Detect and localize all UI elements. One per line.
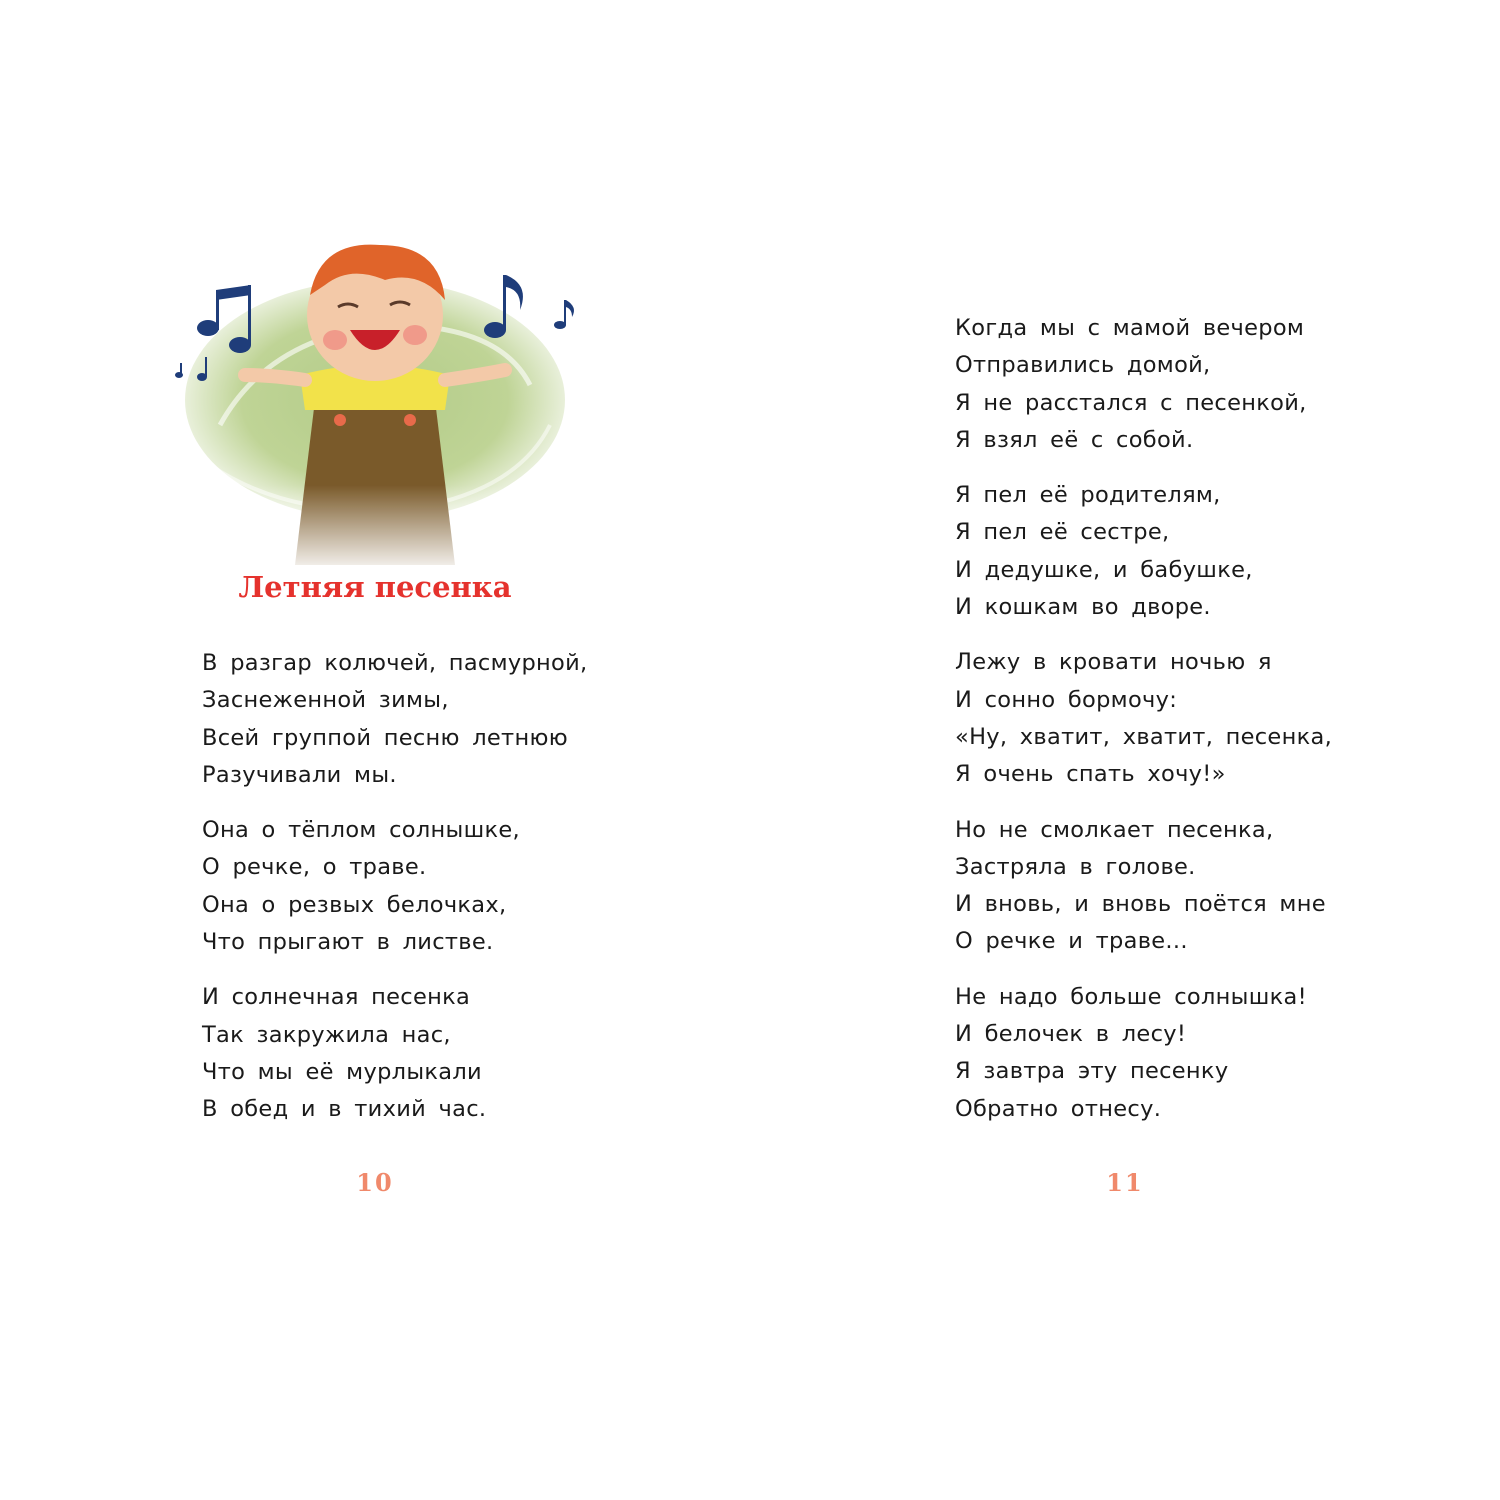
poem-line: О речке, о траве. xyxy=(202,854,427,881)
poem-line: Лежу в кровати ночью я xyxy=(955,649,1272,676)
poem-line: Я пел её родителям, xyxy=(955,482,1221,509)
poem-line: Она о резвых белочках, xyxy=(202,891,507,918)
poem-line: И сонно бормочу: xyxy=(955,686,1178,713)
poem-right-column xyxy=(955,310,1332,1146)
poem-line: Я взял её с собой. xyxy=(955,426,1194,453)
stanza xyxy=(955,310,1332,459)
poem-line: Отправились домой, xyxy=(955,352,1211,379)
poem-line: Я не расстался с песенкой, xyxy=(955,389,1307,416)
poem-line: Я пел её сестре, xyxy=(955,519,1170,546)
poem-line: И белочек в лесу! xyxy=(955,1021,1187,1048)
music-note-icon xyxy=(554,300,574,329)
poem-line: И кошкам во дворе. xyxy=(955,594,1211,621)
poem-line: Застряла в голове. xyxy=(955,853,1196,880)
poem-line: Я очень спать хочу!» xyxy=(955,761,1226,788)
poem-line: Она о тёплом солнышке, xyxy=(202,817,520,844)
poem-line: Разучивали мы. xyxy=(202,761,397,788)
poem-line: Когда мы с мамой вечером xyxy=(955,315,1305,341)
poem-line: И вновь, и вновь поётся мне xyxy=(955,891,1326,918)
poem-line: «Ну, хватит, хватит, песенка, xyxy=(955,723,1333,750)
poem-line: И дедушке, и бабушке, xyxy=(955,556,1253,583)
poem-line: Так закружила нас, xyxy=(202,1021,451,1048)
poem-left-column xyxy=(202,645,588,1147)
poem-line: В обед и в тихий час. xyxy=(202,1096,487,1123)
page-number: 11 xyxy=(1106,1168,1144,1197)
stanza xyxy=(202,979,588,1128)
poem-line: И солнечная песенка xyxy=(202,984,471,1011)
poem-line: Не надо больше солнышка! xyxy=(955,983,1307,1010)
stanza xyxy=(955,979,1332,1128)
stanza xyxy=(955,812,1332,961)
poem-line: Что мы её мурлыкали xyxy=(202,1058,482,1085)
poem-line: Всей группой песню летнюю xyxy=(202,724,568,751)
page-number: 10 xyxy=(356,1168,394,1197)
right-page xyxy=(750,0,1500,1500)
poem-line: Заснеженной зимы, xyxy=(202,687,449,714)
stanza xyxy=(202,645,588,794)
poem-line: О речке и траве... xyxy=(955,928,1188,955)
singing-boy-illustration xyxy=(150,225,600,575)
stanza xyxy=(955,477,1332,626)
poem-line: Я завтра эту песенку xyxy=(955,1058,1229,1085)
poem-line: Обратно отнесу. xyxy=(955,1095,1162,1122)
stanza xyxy=(955,644,1332,793)
poem-line: В разгар колючей, пасмурной, xyxy=(202,650,588,676)
poem-line: Что прыгают в листве. xyxy=(202,929,494,956)
poem-title: Летняя песенка xyxy=(238,570,512,604)
poem-line: Но не смолкает песенка, xyxy=(955,816,1274,843)
stanza xyxy=(202,812,588,961)
